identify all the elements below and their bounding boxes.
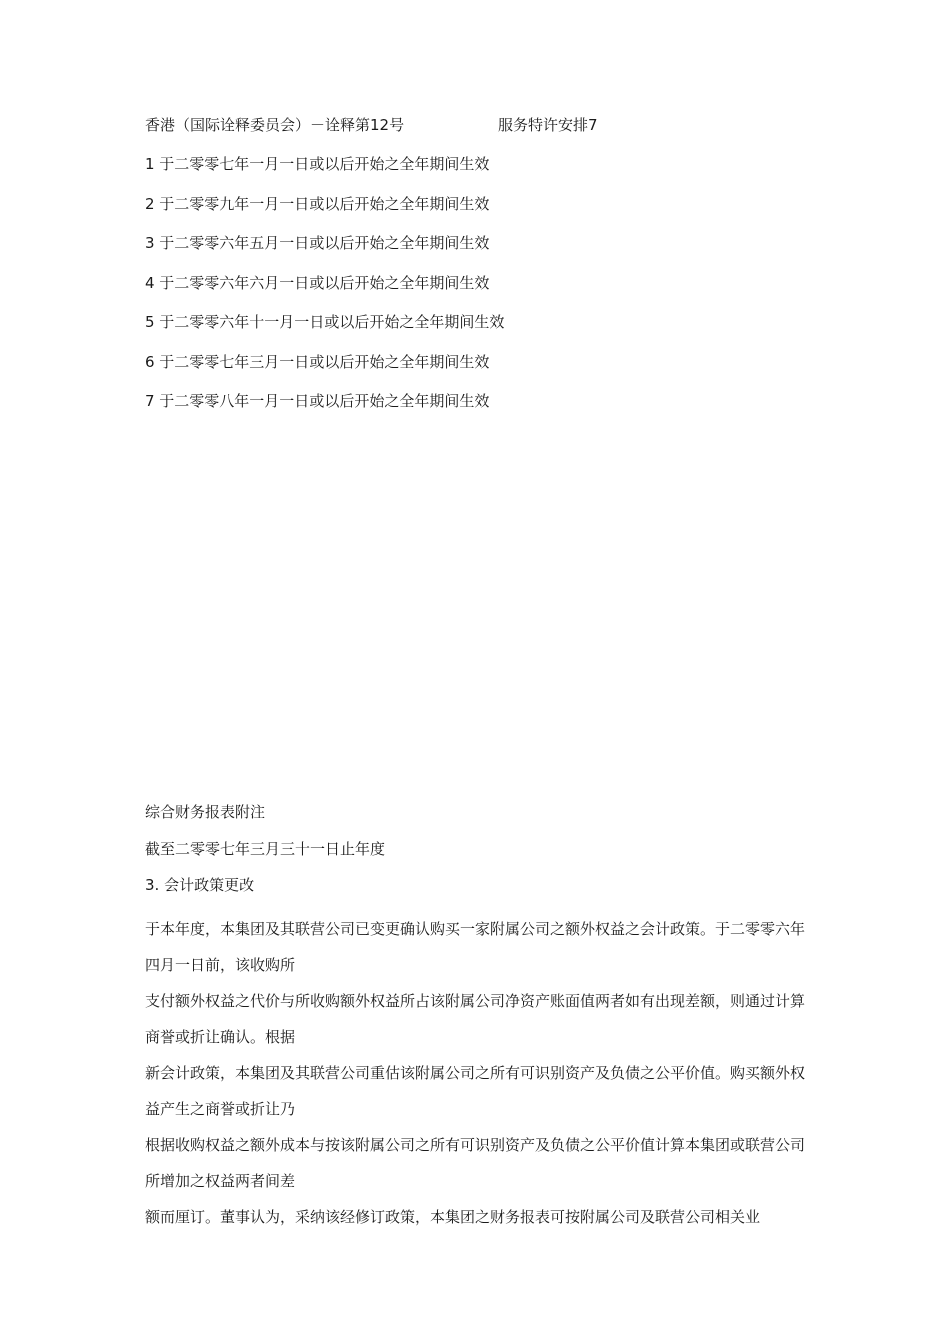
footnote-item: 1 于二零零七年一月一日或以后开始之全年期间生效 xyxy=(145,155,490,173)
header-right-text: 服务特许安排7 xyxy=(498,116,598,134)
section-title: 综合财务报表附注 xyxy=(145,803,266,821)
footnote-item: 5 于二零零六年十一月一日或以后开始之全年期间生效 xyxy=(145,313,505,331)
footnote-item: 3 于二零零六年五月一日或以后开始之全年期间生效 xyxy=(145,234,490,252)
notes-section xyxy=(145,801,805,1235)
footnote-list xyxy=(145,153,504,430)
body-paragraph: 根据收购权益之额外成本与按该附属公司之所有可识别资产及负债之公平价值计算本集团或联营公司所增加之权益两者间差 xyxy=(145,1135,806,1190)
body-paragraph: 新会计政策，本集团及其联营公司重估该附属公司之所有可识别资产及负债之公平价值。购买额外权益产生之商誉或折让乃 xyxy=(145,1063,806,1118)
footnote-item: 6 于二零零七年三月一日或以后开始之全年期间生效 xyxy=(145,352,490,371)
section-period: 截至二零零七年三月三十一日止年度 xyxy=(145,839,386,858)
footnote-item: 2 于二零零九年一月一日或以后开始之全年期间生效 xyxy=(145,194,490,213)
footnote-item: 4 于二零零六年六月一日或以后开始之全年期间生效 xyxy=(145,273,490,292)
body-paragraph: 额而厘订。董事认为，采纳该经修订政策，本集团之财务报表可按附属公司及联营公司相关业 xyxy=(145,1207,761,1226)
section-heading: 3. 会计政策更改 xyxy=(145,876,255,894)
footnote-item: 7 于二零零八年一月一日或以后开始之全年期间生效 xyxy=(145,392,490,410)
body-paragraph: 于本年度，本集团及其联营公司已变更确认购买一家附属公司之额外权益之会计政策。于二零零六年四月一日前，该收购所 xyxy=(145,919,806,974)
standards-header xyxy=(145,114,598,136)
header-left-text: 香港（国际诠释委员会）－诠释第12号 xyxy=(145,116,405,134)
body-paragraph: 支付额外权益之代价与所收购额外权益所占该附属公司净资产账面值两者如有出现差额，则通过计算商誉或折让确认。根据 xyxy=(145,991,806,1046)
